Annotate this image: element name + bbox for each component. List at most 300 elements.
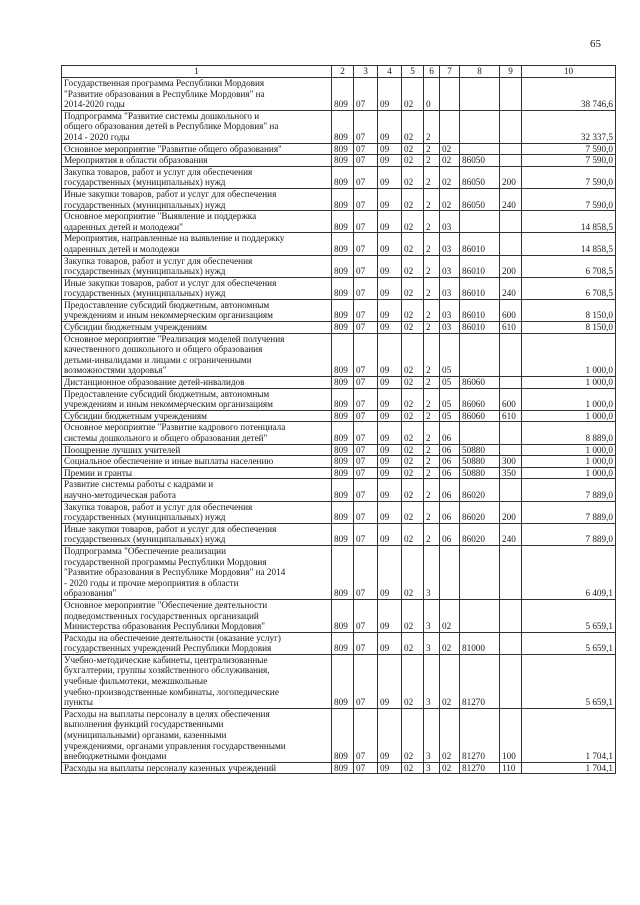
table-row <box>62 410 616 422</box>
amount-cell: 1 000,0 <box>522 410 616 422</box>
subprogram-cell: 2 <box>424 422 440 444</box>
expense-type-cell <box>500 233 522 255</box>
subprogram-cell: 3 <box>424 654 440 708</box>
direction-cell: 86010 <box>460 299 500 321</box>
ved-code-cell: 809 <box>332 762 354 774</box>
subprogram-cell: 2 <box>424 255 440 277</box>
direction-cell: 50880 <box>460 456 500 468</box>
amount-cell: 6 708,5 <box>522 255 616 277</box>
ved-code-cell: 809 <box>332 322 354 334</box>
amount-cell: 5 659,1 <box>522 632 616 654</box>
event-cell <box>440 78 460 111</box>
table-row <box>62 188 616 210</box>
program-cell: 02 <box>402 143 424 155</box>
row-name-cell: Закупка товаров, работ и услуг для обеспечения государственных (муниципальных) нужд <box>62 166 332 188</box>
section-cell: 07 <box>354 410 378 422</box>
event-cell: 02 <box>440 166 460 188</box>
subprogram-cell: 0 <box>424 78 440 111</box>
program-cell: 02 <box>402 333 424 376</box>
subsection-cell: 09 <box>378 479 402 501</box>
program-cell: 02 <box>402 545 424 599</box>
event-cell: 03 <box>440 255 460 277</box>
table-row <box>62 654 616 708</box>
program-cell: 02 <box>402 322 424 334</box>
section-cell: 07 <box>354 299 378 321</box>
direction-cell: 50880 <box>460 467 500 479</box>
ved-code-cell: 809 <box>332 708 354 762</box>
program-cell: 02 <box>402 422 424 444</box>
event-cell <box>440 110 460 143</box>
row-name-cell: Иные закупки товаров, работ и услуг для обеспечения государственных (муниципальных) нужд <box>62 523 332 545</box>
program-cell: 02 <box>402 479 424 501</box>
subsection-cell: 09 <box>378 211 402 233</box>
row-name-cell: Государственная программа Республики Мордовия "Развитие образования в Республике Мордовия" на 2014-2020 годы <box>62 78 332 111</box>
subsection-cell: 09 <box>378 410 402 422</box>
event-cell: 02 <box>440 708 460 762</box>
expense-type-cell <box>500 155 522 167</box>
subsection-cell: 09 <box>378 388 402 410</box>
ved-code-cell: 809 <box>332 467 354 479</box>
subsection-cell: 09 <box>378 377 402 389</box>
ved-code-cell: 809 <box>332 388 354 410</box>
amount-cell: 1 000,0 <box>522 377 616 389</box>
expense-type-cell <box>500 78 522 111</box>
expense-type-cell: 100 <box>500 708 522 762</box>
table-row <box>62 155 616 167</box>
row-name-cell: Основное мероприятие "Выявление и поддержка одаренных детей и молодежи" <box>62 211 332 233</box>
section-cell: 07 <box>354 545 378 599</box>
ved-code-cell: 809 <box>332 479 354 501</box>
subprogram-cell: 3 <box>424 762 440 774</box>
subprogram-cell: 2 <box>424 444 440 456</box>
amount-cell: 32 337,5 <box>522 110 616 143</box>
section-cell: 07 <box>354 422 378 444</box>
program-cell: 02 <box>402 211 424 233</box>
table-row <box>62 78 616 111</box>
row-name-cell: Субсидии бюджетным учреждениям <box>62 410 332 422</box>
table-row <box>62 599 616 632</box>
section-cell: 07 <box>354 388 378 410</box>
table-row <box>62 377 616 389</box>
expense-type-cell: 240 <box>500 277 522 299</box>
col-header: 3 <box>354 66 378 78</box>
expense-type-cell <box>500 545 522 599</box>
section-cell: 07 <box>354 233 378 255</box>
direction-cell <box>460 545 500 599</box>
event-cell: 02 <box>440 155 460 167</box>
direction-cell: 86050 <box>460 188 500 210</box>
row-name-cell: Основное мероприятие "Развитие кадрового потенциала системы дошкольного и общего образования детей" <box>62 422 332 444</box>
program-cell: 02 <box>402 523 424 545</box>
subprogram-cell: 2 <box>424 523 440 545</box>
expense-type-cell <box>500 422 522 444</box>
row-name-cell: Учебно-методические кабинеты, централизованные бухгалтерии, группы хозяйственного обслуживания, учебные фильмотеки, межшкольные учебно-производственные комбинаты, логопедические пункты <box>62 654 332 708</box>
subprogram-cell: 3 <box>424 632 440 654</box>
direction-cell: 86010 <box>460 322 500 334</box>
direction-cell: 86060 <box>460 410 500 422</box>
program-cell: 02 <box>402 299 424 321</box>
program-cell: 02 <box>402 277 424 299</box>
row-name-cell: Предоставление субсидий бюджетным, автономным учреждениям и иным некоммерческим организациям <box>62 299 332 321</box>
section-cell: 07 <box>354 444 378 456</box>
section-cell: 07 <box>354 501 378 523</box>
subprogram-cell: 2 <box>424 277 440 299</box>
amount-cell: 38 746,6 <box>522 78 616 111</box>
subsection-cell: 09 <box>378 255 402 277</box>
subprogram-cell: 2 <box>424 143 440 155</box>
expense-type-cell <box>500 211 522 233</box>
amount-cell: 8 150,0 <box>522 322 616 334</box>
expense-type-cell: 600 <box>500 299 522 321</box>
subsection-cell: 09 <box>378 322 402 334</box>
section-cell: 07 <box>354 632 378 654</box>
amount-cell: 1 000,0 <box>522 456 616 468</box>
amount-cell: 1 000,0 <box>522 467 616 479</box>
ved-code-cell: 809 <box>332 632 354 654</box>
subsection-cell: 09 <box>378 467 402 479</box>
program-cell: 02 <box>402 155 424 167</box>
subprogram-cell: 2 <box>424 166 440 188</box>
section-cell: 07 <box>354 377 378 389</box>
ved-code-cell: 809 <box>332 143 354 155</box>
row-name-cell: Предоставление субсидий бюджетным, автономным учреждениям и иным некоммерческим организациям <box>62 388 332 410</box>
amount-cell: 1 000,0 <box>522 388 616 410</box>
subprogram-cell: 2 <box>424 322 440 334</box>
amount-cell: 7 889,0 <box>522 523 616 545</box>
col-header: 7 <box>440 66 460 78</box>
section-cell: 07 <box>354 456 378 468</box>
table-row <box>62 456 616 468</box>
event-cell: 02 <box>440 654 460 708</box>
program-cell: 02 <box>402 255 424 277</box>
direction-cell: 86020 <box>460 501 500 523</box>
row-name-cell: Субсидии бюджетным учреждениям <box>62 322 332 334</box>
row-name-cell: Иные закупки товаров, работ и услуг для обеспечения государственных (муниципальных) нужд <box>62 277 332 299</box>
expense-type-cell: 110 <box>500 762 522 774</box>
row-name-cell: Расходы на выплаты персоналу казенных учреждений <box>62 762 332 774</box>
event-cell: 06 <box>440 501 460 523</box>
row-name-cell: Поощрение лучших учителей <box>62 444 332 456</box>
direction-cell: 86050 <box>460 166 500 188</box>
direction-cell: 86020 <box>460 523 500 545</box>
subsection-cell: 09 <box>378 654 402 708</box>
table-row <box>62 501 616 523</box>
table-row <box>62 211 616 233</box>
event-cell <box>440 545 460 599</box>
subprogram-cell: 2 <box>424 388 440 410</box>
event-cell: 02 <box>440 599 460 632</box>
amount-cell: 7 889,0 <box>522 479 616 501</box>
section-cell: 07 <box>354 188 378 210</box>
direction-cell: 86010 <box>460 277 500 299</box>
direction-cell: 86060 <box>460 377 500 389</box>
event-cell: 06 <box>440 422 460 444</box>
event-cell: 06 <box>440 523 460 545</box>
section-cell: 07 <box>354 523 378 545</box>
ved-code-cell: 809 <box>332 545 354 599</box>
row-name-cell: Основное мероприятие "Обеспечение деятельности подведомственных государственных организаций Министерства образования Республики Мордовия" <box>62 599 332 632</box>
section-cell: 07 <box>354 166 378 188</box>
ved-code-cell: 809 <box>332 333 354 376</box>
direction-cell <box>460 422 500 444</box>
program-cell: 02 <box>402 388 424 410</box>
table-row <box>62 479 616 501</box>
ved-code-cell: 809 <box>332 188 354 210</box>
row-name-cell: Подпрограмма "Обеспечение реализации государственной программы Республики Мордовия "Развитие образования в Республике Мордовия" на 2014 - 2020 годы и прочие мероприятия в области образования" <box>62 545 332 599</box>
event-cell: 02 <box>440 143 460 155</box>
row-name-cell: Расходы на обеспечение деятельности (оказание услуг) государственных учреждений Республики Мордовия <box>62 632 332 654</box>
expense-type-cell: 600 <box>500 388 522 410</box>
program-cell: 02 <box>402 654 424 708</box>
ved-code-cell: 809 <box>332 377 354 389</box>
direction-cell <box>460 110 500 143</box>
direction-cell: 86010 <box>460 233 500 255</box>
program-cell: 02 <box>402 233 424 255</box>
event-cell: 03 <box>440 277 460 299</box>
row-name-cell: Мероприятия в области образования <box>62 155 332 167</box>
row-name-cell: Закупка товаров, работ и услуг для обеспечения государственных (муниципальных) нужд <box>62 255 332 277</box>
ved-code-cell: 809 <box>332 654 354 708</box>
expense-type-cell: 200 <box>500 501 522 523</box>
amount-cell: 1 704,1 <box>522 762 616 774</box>
ved-code-cell: 809 <box>332 444 354 456</box>
direction-cell: 50880 <box>460 444 500 456</box>
subprogram-cell: 2 <box>424 456 440 468</box>
section-cell: 07 <box>354 277 378 299</box>
table-row <box>62 110 616 143</box>
event-cell: 05 <box>440 388 460 410</box>
col-header: 2 <box>332 66 354 78</box>
row-name-cell: Иные закупки товаров, работ и услуг для обеспечения государственных (муниципальных) нужд <box>62 188 332 210</box>
section-cell: 07 <box>354 110 378 143</box>
program-cell: 02 <box>402 377 424 389</box>
amount-cell: 6 409,1 <box>522 545 616 599</box>
expense-type-cell: 610 <box>500 410 522 422</box>
amount-cell: 7 889,0 <box>522 501 616 523</box>
subsection-cell: 09 <box>378 444 402 456</box>
event-cell: 06 <box>440 444 460 456</box>
subprogram-cell: 3 <box>424 545 440 599</box>
direction-cell <box>460 78 500 111</box>
section-cell: 07 <box>354 155 378 167</box>
direction-cell: 81000 <box>460 632 500 654</box>
subsection-cell: 09 <box>378 78 402 111</box>
direction-cell: 81270 <box>460 708 500 762</box>
subsection-cell: 09 <box>378 523 402 545</box>
expense-type-cell <box>500 444 522 456</box>
col-header: 6 <box>424 66 440 78</box>
row-name-cell: Премии и гранты <box>62 467 332 479</box>
ved-code-cell: 809 <box>332 255 354 277</box>
program-cell: 02 <box>402 632 424 654</box>
ved-code-cell: 809 <box>332 78 354 111</box>
subprogram-cell: 2 <box>424 479 440 501</box>
section-cell: 07 <box>354 708 378 762</box>
direction-cell <box>460 333 500 376</box>
header-row <box>62 66 616 78</box>
expense-type-cell <box>500 654 522 708</box>
event-cell: 05 <box>440 377 460 389</box>
table-row <box>62 233 616 255</box>
direction-cell: 81270 <box>460 762 500 774</box>
ved-code-cell: 809 <box>332 523 354 545</box>
program-cell: 02 <box>402 78 424 111</box>
section-cell: 07 <box>354 322 378 334</box>
ved-code-cell: 809 <box>332 166 354 188</box>
col-header: 10 <box>522 66 616 78</box>
subprogram-cell: 2 <box>424 299 440 321</box>
col-header: 5 <box>402 66 424 78</box>
subprogram-cell: 3 <box>424 708 440 762</box>
row-name-cell: Закупка товаров, работ и услуг для обеспечения государственных (муниципальных) нужд <box>62 501 332 523</box>
ved-code-cell: 809 <box>332 422 354 444</box>
table-row <box>62 333 616 376</box>
table-row <box>62 422 616 444</box>
subprogram-cell: 2 <box>424 501 440 523</box>
table-row <box>62 708 616 762</box>
page-number: 65 <box>590 38 601 50</box>
program-cell: 02 <box>402 166 424 188</box>
amount-cell: 7 590,0 <box>522 155 616 167</box>
event-cell: 03 <box>440 299 460 321</box>
amount-cell: 1 000,0 <box>522 333 616 376</box>
amount-cell: 7 590,0 <box>522 188 616 210</box>
table-row <box>62 545 616 599</box>
event-cell: 03 <box>440 233 460 255</box>
subsection-cell: 09 <box>378 762 402 774</box>
amount-cell: 5 659,1 <box>522 599 616 632</box>
program-cell: 02 <box>402 762 424 774</box>
expense-type-cell <box>500 632 522 654</box>
table-row <box>62 388 616 410</box>
row-name-cell: Подпрограмма "Развитие системы дошкольного и общего образования детей в Республике Мордовия" на 2014 - 2020 годы <box>62 110 332 143</box>
program-cell: 02 <box>402 188 424 210</box>
budget-table <box>61 65 616 774</box>
direction-cell <box>460 211 500 233</box>
table-row <box>62 143 616 155</box>
event-cell: 05 <box>440 410 460 422</box>
amount-cell: 1 704,1 <box>522 708 616 762</box>
table-row <box>62 277 616 299</box>
amount-cell: 7 590,0 <box>522 166 616 188</box>
subprogram-cell: 2 <box>424 188 440 210</box>
subsection-cell: 09 <box>378 143 402 155</box>
expense-type-cell <box>500 377 522 389</box>
table-row <box>62 762 616 774</box>
subprogram-cell: 2 <box>424 110 440 143</box>
amount-cell: 14 858,5 <box>522 211 616 233</box>
direction-cell: 86050 <box>460 155 500 167</box>
program-cell: 02 <box>402 708 424 762</box>
subprogram-cell: 2 <box>424 377 440 389</box>
row-name-cell: Расходы на выплаты персоналу в целях обеспечения выполнения функций государственными (муниципальными) органами, казенными учреждениями, органами управления государственными внебюджетными фондами <box>62 708 332 762</box>
program-cell: 02 <box>402 501 424 523</box>
amount-cell: 8 150,0 <box>522 299 616 321</box>
section-cell: 07 <box>354 467 378 479</box>
subprogram-cell: 2 <box>424 155 440 167</box>
expense-type-cell <box>500 143 522 155</box>
subsection-cell: 09 <box>378 299 402 321</box>
event-cell: 05 <box>440 333 460 376</box>
section-cell: 07 <box>354 762 378 774</box>
expense-type-cell: 350 <box>500 467 522 479</box>
amount-cell: 8 889,0 <box>522 422 616 444</box>
event-cell: 06 <box>440 456 460 468</box>
section-cell: 07 <box>354 211 378 233</box>
event-cell: 06 <box>440 479 460 501</box>
expense-type-cell: 240 <box>500 523 522 545</box>
event-cell: 02 <box>440 632 460 654</box>
col-header: 4 <box>378 66 402 78</box>
subprogram-cell: 3 <box>424 599 440 632</box>
subprogram-cell: 2 <box>424 211 440 233</box>
row-name-cell: Развитие системы работы с кадрами и научно-методическая работа <box>62 479 332 501</box>
subprogram-cell: 2 <box>424 333 440 376</box>
col-header: 1 <box>62 66 332 78</box>
table-row <box>62 322 616 334</box>
table-row <box>62 467 616 479</box>
col-header: 9 <box>500 66 522 78</box>
table-row <box>62 255 616 277</box>
ved-code-cell: 809 <box>332 501 354 523</box>
row-name-cell: Основное мероприятие "Реализация моделей получения качественного дошкольного и общего образования детьми-инвалидами и лицами с ограниченными возможностями здоровья" <box>62 333 332 376</box>
section-cell: 07 <box>354 654 378 708</box>
subsection-cell: 09 <box>378 333 402 376</box>
row-name-cell: Основное мероприятие "Развитие общего образования" <box>62 143 332 155</box>
event-cell: 03 <box>440 322 460 334</box>
amount-cell: 14 858,5 <box>522 233 616 255</box>
subsection-cell: 09 <box>378 166 402 188</box>
expense-type-cell: 240 <box>500 188 522 210</box>
section-cell: 07 <box>354 599 378 632</box>
event-cell: 03 <box>440 211 460 233</box>
amount-cell: 5 659,1 <box>522 654 616 708</box>
table-row <box>62 523 616 545</box>
expense-type-cell <box>500 333 522 376</box>
subsection-cell: 09 <box>378 188 402 210</box>
subsection-cell: 09 <box>378 422 402 444</box>
program-cell: 02 <box>402 599 424 632</box>
row-name-cell: Социальное обеспечение и иные выплаты населению <box>62 456 332 468</box>
ved-code-cell: 809 <box>332 299 354 321</box>
subsection-cell: 09 <box>378 110 402 143</box>
row-name-cell: Мероприятия, направленные на выявление и поддержку одаренных детей и молодежи <box>62 233 332 255</box>
ved-code-cell: 809 <box>332 410 354 422</box>
direction-cell: 86060 <box>460 388 500 410</box>
subprogram-cell: 2 <box>424 410 440 422</box>
subsection-cell: 09 <box>378 277 402 299</box>
program-cell: 02 <box>402 110 424 143</box>
subsection-cell: 09 <box>378 155 402 167</box>
ved-code-cell: 809 <box>332 155 354 167</box>
ved-code-cell: 809 <box>332 233 354 255</box>
direction-cell: 86020 <box>460 479 500 501</box>
subsection-cell: 09 <box>378 456 402 468</box>
expense-type-cell <box>500 599 522 632</box>
subsection-cell: 09 <box>378 501 402 523</box>
direction-cell: 86010 <box>460 255 500 277</box>
section-cell: 07 <box>354 78 378 111</box>
event-cell: 02 <box>440 188 460 210</box>
event-cell: 06 <box>440 467 460 479</box>
table-row <box>62 166 616 188</box>
program-cell: 02 <box>402 444 424 456</box>
subsection-cell: 09 <box>378 545 402 599</box>
amount-cell: 1 000,0 <box>522 444 616 456</box>
expense-type-cell: 300 <box>500 456 522 468</box>
subprogram-cell: 2 <box>424 467 440 479</box>
direction-cell: 81270 <box>460 654 500 708</box>
